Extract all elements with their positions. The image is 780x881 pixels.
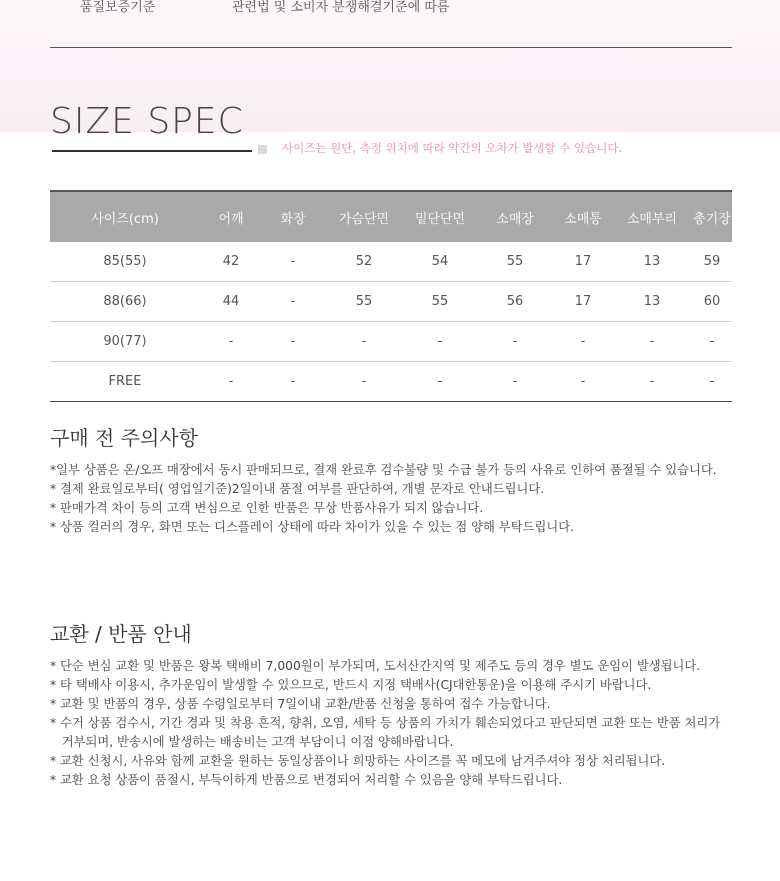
table-cell: 60	[692, 282, 732, 322]
list-item: * 교환 및 반품의 경우, 상품 수령일로부터 7일이내 교환/반품 신청을 통하여 접수 가능합니다.	[50, 697, 551, 711]
header-cell: 화장	[262, 191, 324, 242]
table-cell: -	[692, 362, 732, 402]
exchange-title: 교환 / 반품 안내	[50, 622, 192, 646]
exchange-list	[50, 657, 720, 790]
table-cell: -	[200, 362, 262, 402]
title-underline	[52, 150, 252, 152]
list-item: * 타 택배사 이용시, 추가운임이 발생할 수 있으므로, 반드시 지정 택배사(CJ대한통운)을 이용해 주시기 바랍니다.	[50, 678, 652, 692]
quality-guarantee-value: 관련법 및 소비자 분쟁해결기준에 따름	[232, 0, 450, 15]
table-cell: 17	[554, 242, 612, 282]
header-cell: 사이즈(cm)	[50, 191, 200, 242]
table-header-row	[50, 191, 732, 242]
quality-guarantee-label: 품질보증기준	[80, 0, 156, 15]
table-cell: 13	[612, 282, 692, 322]
table-cell: -	[554, 362, 612, 402]
table-cell: 52	[324, 242, 404, 282]
table-cell: 42	[200, 242, 262, 282]
list-item: * 판매가격 차이 등의 고객 변심으로 인한 반품은 무상 반품사유가 되지 않습니다.	[50, 501, 484, 515]
header-cell: 소매통	[554, 191, 612, 242]
list-item: *일부 상품은 온/오프 매장에서 동시 판매되므로, 결재 완료후 검수불량 및 수급 불가 등의 사유로 인하여 품절될 수 있습니다.	[50, 463, 717, 477]
divider	[50, 47, 732, 48]
table-cell: 85(55)	[50, 242, 200, 282]
list-item: * 교환 신청시, 사유와 함께 교환을 원하는 동일상품이나 희망하는 사이즈를 꼭 메모에 남겨주셔야 정상 처리됩니다.	[50, 754, 666, 768]
header-cell: 밑단단면	[404, 191, 476, 242]
table-cell: -	[324, 322, 404, 362]
table-row	[50, 242, 732, 282]
table-cell: 56	[476, 282, 554, 322]
table-cell: FREE	[50, 362, 200, 402]
table-cell: -	[612, 362, 692, 402]
table-cell: -	[476, 322, 554, 362]
table-cell: 55	[404, 282, 476, 322]
size-spec-table	[50, 190, 732, 402]
table-cell: 88(66)	[50, 282, 200, 322]
table-cell: -	[324, 362, 404, 402]
list-item: * 수거 상품 검수시, 기간 경과 및 착용 흔적, 향취, 오염, 세탁 등 상품의 가치가 훼손되었다고 판단되면 교환 또는 반품 처리가	[50, 716, 721, 730]
table-cell: -	[404, 322, 476, 362]
precautions-list	[50, 461, 717, 537]
table-cell: 55	[324, 282, 404, 322]
table-row	[50, 282, 732, 322]
size-spec-note: 사이즈는 원단, 측정 위치에 따라 약간의 오차가 발생할 수 있습니다.	[282, 141, 623, 155]
header-cell: 총기장	[692, 191, 732, 242]
table-cell: -	[404, 362, 476, 402]
table-cell: -	[262, 282, 324, 322]
table-row	[50, 362, 732, 402]
header-cell: 소매장	[476, 191, 554, 242]
precautions-title: 구매 전 주의사항	[50, 426, 198, 450]
table-cell: 17	[554, 282, 612, 322]
table-cell: 59	[692, 242, 732, 282]
table-cell: -	[262, 362, 324, 402]
table-row	[50, 322, 732, 362]
table-cell: -	[612, 322, 692, 362]
table-cell: 90(77)	[50, 322, 200, 362]
list-item: * 결제 완료일로부터( 영업일기준)2일이내 품절 여부를 판단하여, 개별 문자로 안내드립니다.	[50, 482, 545, 496]
list-item: * 교환 요청 상품이 품절시, 부득이하게 반품으로 변경되어 처리할 수 있음을 양해 부탁드립니다.	[50, 773, 563, 787]
table-cell: 55	[476, 242, 554, 282]
list-item: * 상품 컬러의 경우, 화면 또는 디스플레이 상태에 따라 차이가 있을 수 있는 점 양해 부탁드립니다.	[50, 520, 574, 534]
table-cell: -	[554, 322, 612, 362]
square-bullet-icon	[258, 145, 267, 154]
size-spec-title: SIZE SPEC	[50, 101, 244, 142]
table-cell: -	[476, 362, 554, 402]
table-cell: -	[262, 322, 324, 362]
list-item: 거부되며, 반송시에 발생하는 배송비는 고객 부담이니 이점 양해바랍니다.	[50, 735, 454, 749]
table-cell: -	[200, 322, 262, 362]
table-cell: -	[262, 242, 324, 282]
header-cell: 어깨	[200, 191, 262, 242]
header-cell: 가슴단면	[324, 191, 404, 242]
table-cell: 44	[200, 282, 262, 322]
list-item: * 단순 변심 교환 및 반품은 왕복 택배비 7,000원이 부가되며, 도서산간지역 및 제주도 등의 경우 별도 운임이 발생됩니다.	[50, 659, 701, 673]
table-cell: -	[692, 322, 732, 362]
header-cell: 소매부리	[612, 191, 692, 242]
table-cell: 54	[404, 242, 476, 282]
quality-guarantee-row	[0, 0, 780, 20]
table-cell: 13	[612, 242, 692, 282]
